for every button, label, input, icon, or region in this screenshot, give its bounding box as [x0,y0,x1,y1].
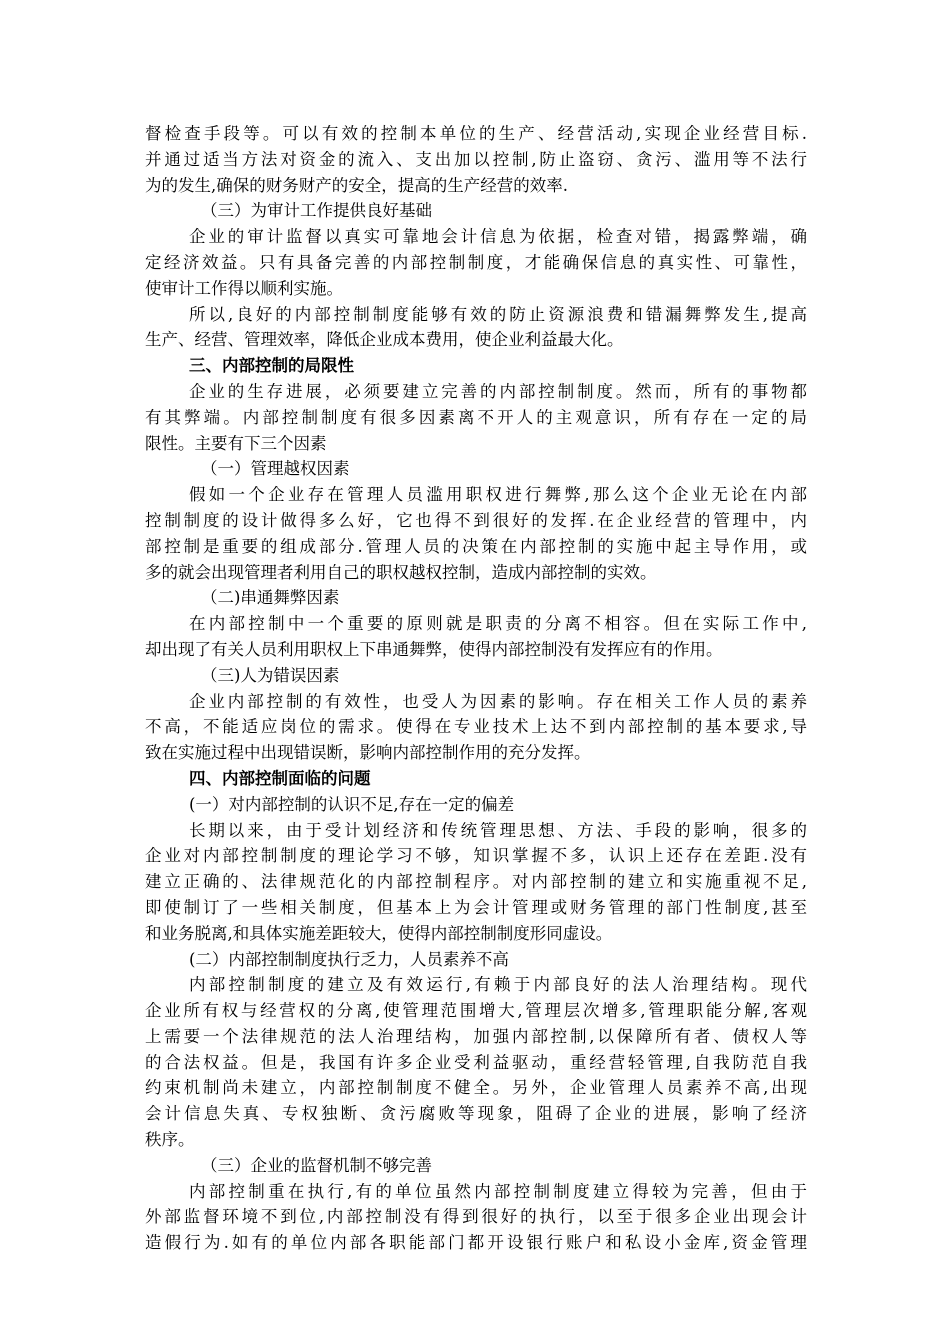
body-line: 长期以来，由于受计划经济和传统管理思想、方法、手段的影响，很多的 [189,820,807,840]
body-line: 有其弊端。内部控制制度有很多因素离不开人的主观意识，所有存在一定的局 [145,407,807,427]
body-line: 和业务脱离,和具体实施差距较大，使得内部控制制度形同虚设。 [145,923,613,943]
body-line: 企业内部控制的有效性，也受人为因素的影响。存在相关工作人员的素养 [189,691,807,711]
body-line: 限性。主要有下三个因素 [145,433,327,453]
body-line: 会计信息失真、专权独断、贪污腐败等现象，阻碍了企业的进展，影响了经济 [145,1104,807,1124]
body-line: 使审计工作得以顺利实施。 [145,278,343,298]
body-line: 企业对内部控制制度的理论学习不够，知识掌握不多，认识上还存在差距.没有 [145,846,807,866]
body-line: 控制制度的设计做得多么好，它也得不到很好的发挥.在企业经营的管理中，内 [145,510,807,530]
subsection-heading: （三）企业的监督机制不够完善 [201,1155,432,1175]
body-line: 并通过适当方法对资金的流入、支出加以控制,防止盗窃、贪污、滥用等不法行 [145,149,807,169]
body-line: 定经济效益。只有具备完善的内部控制制度，才能确保信息的真实性、可靠性， [145,252,807,272]
body-line: 造假行为.如有的单位内部各职能部门都开设银行账户和私设小金库,资金管理 [145,1233,807,1253]
body-line: 所以,良好的内部控制制度能够有效的防止资源浪费和错漏舞弊发生,提高 [189,304,807,324]
body-line: 即使制订了一些相关制度，但基本上为会计管理或财务管理的部门性制度,甚至 [145,897,807,917]
subsection-heading: （一）管理越权因素 [201,459,350,479]
body-line: 的合法权益。但是，我国有许多企业受利益驱动，重经营轻管理,自我防范自我 [145,1052,807,1072]
body-line: 秩序。 [145,1130,195,1150]
body-line: 内部控制重在执行,有的单位虽然内部控制制度建立得较为完善，但由于 [189,1181,807,1201]
body-line: 上需要一个法律规范的法人治理结构，加强内部控制,以保障所有者、债权人等 [145,1026,807,1046]
subsection-heading: （二)串通舞弊因素 [201,588,340,608]
body-line: 建立正确的、法律规范化的内部控制程序。对内部控制的建立和实施重视不足, [145,872,807,892]
section-heading: 三、内部控制的局限性 [189,356,354,376]
body-line: 企业所有权与经营权的分离,使管理范围增大,管理层次增多,管理职能分解,客观 [145,1001,807,1021]
subsection-heading: (一）对内部控制的认识不足,存在一定的偏差 [189,794,515,814]
subsection-heading: （三）为审计工作提供良好基础 [201,201,432,221]
body-line: 企业的审计监督以真实可靠地会计信息为依据，检查对错，揭露弊端，确 [189,227,807,247]
body-line: 却出现了有关人员利用职权上下串通舞弊，使得内部控制没有发挥应有的作用。 [145,639,723,659]
body-line: 在内部控制中一个重要的原则就是职责的分离不相容。但在实际工作中, [189,614,807,634]
body-line: 企业的生存进展，必须要建立完善的内部控制制度。然而，所有的事物都 [189,381,807,401]
body-line: 为的发生,确保的财务财产的安全，提高的生产经营的效率. [145,175,568,195]
body-line: 督检查手段等。可以有效的控制本单位的生产、经营活动,实现企业经营目标. [145,124,807,143]
body-line: 假如一个企业存在管理人员滥用职权进行舞弊,那么这个企业无论在内部 [189,485,807,505]
body-line: 内部控制制度的建立及有效运行,有赖于内部良好的法人治理结构。现代 [189,975,807,995]
body-line: 多的就会出现管理者利用自己的职权越权控制，造成内部控制的实效。 [145,562,657,582]
body-line: 致在实施过程中出现错误断，影响内部控制作用的充分发挥。 [145,743,591,763]
body-line: 不高，不能适应岗位的需求。使得在专业技术上达不到内部控制的基本要求,导 [145,717,807,737]
subsection-heading: （三)人为错误因素 [201,665,340,685]
subsection-heading: (二）内部控制制度执行乏力，人员素养不高 [189,949,509,969]
body-line: 生产、经营、管理效率，降低企业成本费用，使企业利益最大化。 [145,330,624,350]
body-line: 部控制是重要的组成部分.管理人员的决策在内部控制的实施中起主导作用，或 [145,536,807,556]
body-line: 外部监督环境不到位,内部控制没有得到很好的执行，以至于很多企业出现会计 [145,1207,807,1227]
body-line: 约束机制尚未建立，内部控制制度不健全。另外，企业管理人员素养不高,出现 [145,1078,807,1098]
document-page [145,121,807,1256]
section-heading: 四、内部控制面临的问题 [189,768,371,788]
